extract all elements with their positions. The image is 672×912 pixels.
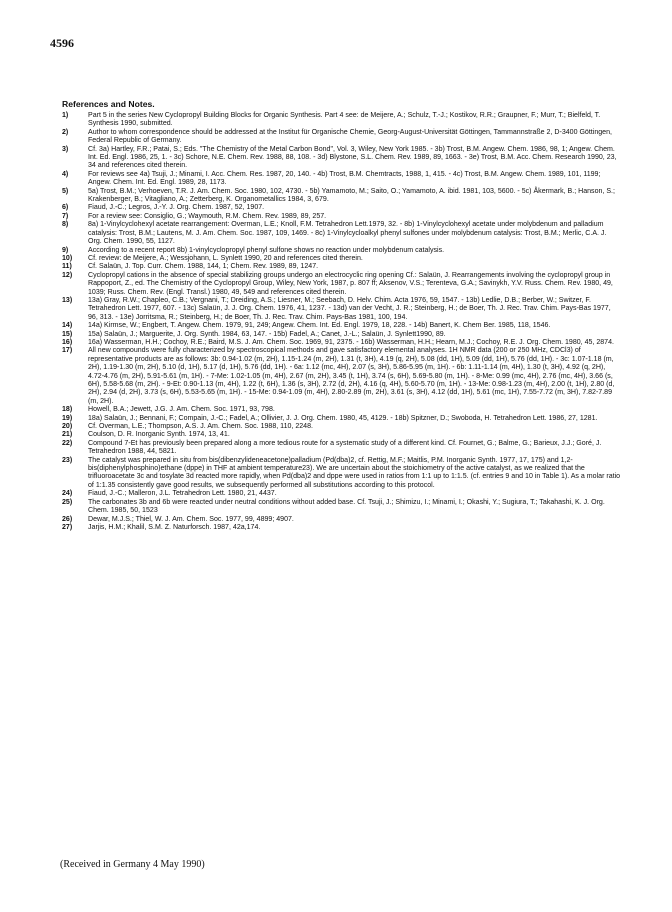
- reference-text: Compound 7-Et has previously been prepared along a more tedious route for a systematic study of a different kind. Cf. Fournet, G.; Balme, G.; Barieux, J.J.; Goré, J. Tetrahedron 1988, 44, 5821.: [88, 439, 602, 456]
- reference-number: 10): [62, 254, 73, 262]
- reference-text: For reviews see 4a) Tsuji, J.; Minami, I. Acc. Chem. Res. 1987, 20, 140. - 4b) Trost, B.M. Chemtracts, 1988, 1, 415. - 4c) Trost, B.M. Angew. Chem. 1989, 101, 1199; Angew. Chem. Int. Ed. Engl. 1989, 28, 1173.: [88, 170, 601, 187]
- reference-number: 7): [62, 212, 69, 220]
- page-number: 4596: [50, 36, 74, 50]
- received-date: (Received in Germany 4 May 1990): [60, 859, 205, 870]
- reference-item: [62, 415, 622, 423]
- reference-item: [62, 406, 622, 414]
- reference-text: Howell, B.A.; Jewett, J.G. J. Am. Chem. Soc. 1971, 93, 798.: [88, 406, 275, 414]
- reference-text: 15a) Salaün, J.; Marguerite, J. Org. Synth. 1984, 63, 147. - 15b) Fadel, A.; Canet, J.-L.; Salaün, J. Synlett1990, 89.: [88, 330, 446, 338]
- reference-number: 5): [62, 187, 69, 195]
- reference-number: 21): [62, 431, 73, 439]
- reference-number: 11): [62, 263, 72, 271]
- reference-item: [62, 247, 622, 255]
- reference-number: 13): [62, 296, 73, 304]
- reference-text: 8a) 1-Vinylcyclohexyl acetate rearrangement: Overman, L.E.; Knoll, F.M. Tetrahedron Lett.1979, 32. - 8b) 1-Vinylcyclohexyl acetate under molybdenum and palladium catalysis: Trost, B.M.; Lautens, M. J. Am. Chem. Soc. 1987, 109, 1469. - 8c) 1-Vinylcycloalkyl phenyl sulfones under molybdenum catalysis: Trost, B.M.; Merlic, C.A. J. Org. Chem. 1990, 55, 1127.: [88, 221, 607, 246]
- reference-item: [62, 339, 622, 347]
- reference-text: Jarjis, H.M.; Khalil, S.M. Z. Naturforsch. 1987, 42a,174.: [88, 523, 261, 531]
- reference-item: [62, 188, 622, 205]
- reference-item: [62, 322, 622, 330]
- reference-item: [62, 490, 622, 498]
- reference-text: The carbonates 3b and 6b were reacted under neutral conditions without added base. Cf. Tsuji, J.; Shimizu, I.; Minami, I.; Okashi, Y.; Sugiura, T.; Takahashi, K. J. Org. Chem. 1985, 50, 1523: [88, 498, 605, 515]
- reference-number: 18): [62, 406, 73, 414]
- reference-number: 17): [62, 347, 73, 355]
- reference-item: [62, 255, 622, 263]
- reference-number: 8): [62, 221, 69, 229]
- reference-number: 25): [62, 498, 73, 506]
- reference-text: All new compounds were fully characterized by spectroscopical methods and gave satisfactory elemental analyses. 1H NMR data (200 or 250 MHz, CDCl3) of representative products are as follows: 3b: 0.94-1.02 (m, 2H), 1.15-1.24 (m, 2H), 1.31 (t, 3H), 4.19 (q, 2H), 5.08 (dd, 1H), 5.09 (dd, 1H), 5.76 (dd, 1H). - 3c: 1.07-1.18 (m, 2H), 1.19-1.30 (m, 2H), 5.10 (d, 1H), 5.17 (d, 1H), 5.76 (dd, 1H). - 6a: 1.12 (mc, 4H), 2.07 (s, 3H), 5.86-5.95 (m, 1H). - 6b: 1.11-1.14 (m, 4H), 1.30 (t, 3H), 4.92 (q, 2H), 4.72-4.76 (m, 2H), 5.91-5.61 (m, 1H). - 7-Me: 1.02-1.05 (m, 4H), 2.67 (m, 2H), 3.45 (t, 1H), 3.74 (s, 6H), 5.69-5.80 (m, 1H). - 8-Me: 0.99 (mc, 4H), 2.76 (mc, 4H), 3.66 (s, 6H), 5.58-5.68 (m, 2H). - 9-Et: 0.90-1.13 (m, 4H), 1.22 (t, 6H), 1.36 (s, 3H), 2.72 (d, 2H), 4.16 (q, 4H), 5.60-5.70 (m, 1H). - 13-Me: 0.98-1.23 (m, 4H), 2.00 (t, 1H), 2.80 (d, 2H), 2.94 (d, 2H), 3.73 (s, 6H), 5.53-5.65 (m, 1H). - 15-Me: 0.94-1.09 (m, 4H), 2.80-2.89 (m, 2H), 3.61 (s, 3H), 4.12 (dd, 1H), 5.61 (mc, 1H), 7.55-7.72 (m, 3H), 7.82-7.89 (m, 2H).: [88, 347, 615, 405]
- reference-number: 14): [62, 322, 73, 330]
- reference-list: [62, 112, 622, 532]
- reference-item: [62, 431, 622, 439]
- reference-text: 5a) Trost, B.M.; Verhoeven, T.R. J. Am. Chem. Soc. 1980, 102, 4730. - 5b) Yamamoto, M.; Saito, O.; Yamamoto, A. ibid. 1981, 103, 5600. - 5c) Åkermark, B.; Hanson, S.; Krakenberger, B.; Vitagliano, A.; Zetterberg, K. Organometallics 1984, 3, 679.: [88, 187, 615, 204]
- reference-text: 13a) Gray, R.W.; Chapleo, C.B.; Vergnani, T.; Dreiding, A.S.; Liesner, M.; Seebach, D. Helv. Chim. Acta 1976, 59, 1547. - 13b) Ledlie, D.B.; Berber, W.; Switzer, F. Tetrahedron Lett. 1977, 607. - 13c) Salaün, J. J. Org. Chem. 1976, 41, 1237. - 13d) van der Vecht, J. R.; Steinberg, H.; de Boer, Th. J. Rec. Trav. Chim. Pays-Bas 1977, 96, 313. - 13e) Jorritsma, R.; Steinberg, H.; de Boer, Th. J. Rec. Trav. Chim. Pays-Bas 1981, 100, 194.: [88, 296, 611, 321]
- reference-text: Cf. Salaün, J. Top. Curr. Chem. 1988, 144, 1; Chem. Rev. 1989, 89, 1247.: [88, 263, 319, 271]
- reference-item: [62, 272, 622, 297]
- reference-item: [62, 297, 622, 322]
- reference-text: Cf. 3a) Hartley, F.R.; Patai, S.; Eds. "The Chemistry of the Metal Carbon Bond", Vol. 3, Wiley, New York 1985. - 3b) Trost, B.M. Angew. Chem. 1986, 98, 1; Angew. Chem. Int. Ed. Engl. 1986, 25, 1. - 3c) Schore, N.E. Chem. Rev. 1988, 88, 108. - 3d) Blystone, S.L. Chem. Rev. 1989, 89, 1663. - 3e) Trost, B.M. Acc. Chem. Research 1990, 23, 34 and references cited therein.: [88, 145, 617, 170]
- reference-item: [62, 112, 622, 129]
- reference-text: 18a) Salaün, J.; Bennani, F.; Compain, J.-C.; Fadel, A.; Ollivier, J. J. Org. Chem. 1980, 45, 4129. - 18b) Spitzner, D.; Swoboda, H. Tetrahedron Lett. 1986, 27, 1281.: [88, 414, 598, 422]
- reference-number: 26): [62, 515, 73, 523]
- reference-number: 24): [62, 490, 73, 498]
- reference-text: Cyclopropyl cations in the absence of special stabilizing groups undergo an electrocyclic ring opening Cf.: Salaün, J. Rearrangements involving the cyclopropyl group in Rappoport, Z., ed. The Chemistry of the Cyclopropyl Group, Wiley, New York, 1987, p. 807 ff; Aksenov, V.S.; Terenteva, G.A.; Savinykh, Y.V. Russ. Chem. Rev. 1980, 49, 1039; Russ. Chem. Rev. (Engl. Transl.) 1980, 49, 549 and references cited therein.: [88, 271, 613, 296]
- reference-item: [62, 499, 622, 516]
- reference-text: Part 5 in the series New Cyclopropyl Building Blocks for Organic Synthesis. Part 4 see: de Meijere, A.; Schulz, T.-J.; Kostikov, R.R.; Graupner, F.; Murr, T.; Bielfeld, T. Synthesis 1990, submitted.: [88, 112, 601, 128]
- reference-text: 14a) Kirmse, W.; Engbert, T. Angew. Chem. 1979, 91, 249; Angew. Chem. Int. Ed. Engl. 1979, 18, 228. - 14b) Banert, K. Chem Ber. 1985, 118, 1546.: [88, 322, 551, 330]
- reference-text: Cf. Overman, L.E.; Thompson, A.S. J. Am. Chem. Soc. 1988, 110, 2248.: [88, 423, 313, 431]
- reference-text: For a review see: Consiglio, G.; Waymouth, R.M. Chem. Rev. 1989, 89, 257.: [88, 212, 327, 220]
- reference-number: 9): [62, 246, 69, 254]
- reference-item: [62, 516, 622, 524]
- reference-number: 4): [62, 170, 69, 178]
- reference-item: [62, 213, 622, 221]
- reference-text: The catalyst was prepared in situ from bis(dibenzylideneacetone)palladium (Pd(dba)2, cf. Rettig, M.F.; Maitlis, P.M. Inorganic Synth. 1977, 17, 175) and 1,2-bis(diphenylphosphino)ethane (dppe) in THF at ambient temperature23). We are uncertain about the stoichiometry of the active catalyst, as we realized that the trifluoroacetate 3c and tosylate 3d reacted more rapidly, when Pd(dba)2 and dppe were used in ratios from 1:1 up to 1:1.5. (cf. entries 9 and 10 in Table 1). As a molar ratio of 1:1.35 consistently gave good results, we subsequently performed all substitutions according to this protocol.: [88, 456, 621, 489]
- reference-item: [62, 347, 622, 406]
- reference-text: According to a recent report 8b) 1-vinylcyclopropyl phenyl sulfone shows no reaction under molybdenum catalysis.: [88, 246, 445, 254]
- reference-item: [62, 331, 622, 339]
- reference-number: 27): [62, 523, 73, 531]
- section-heading: References and Notes.: [62, 99, 155, 109]
- reference-number: 2): [62, 128, 69, 136]
- reference-item: [62, 524, 622, 532]
- reference-text: Coulson, D. R. Inorganic Synth. 1974, 13, 41.: [88, 431, 230, 439]
- reference-number: 12): [62, 271, 73, 279]
- reference-number: 22): [62, 439, 73, 447]
- reference-text: 16a) Wasserman, H.H.; Cochoy, R.E.; Baird, M.S. J. Am. Chem. Soc. 1969, 91, 2375. - 16b) Wasserman, H.H.; Hearn, M.J.; Cochoy, R.E. J. Org. Chem. 1980, 45, 2874.: [88, 338, 614, 346]
- reference-number: 15): [62, 330, 73, 338]
- reference-number: 19): [62, 414, 73, 422]
- reference-item: [62, 263, 622, 271]
- reference-item: [62, 457, 622, 491]
- reference-number: 23): [62, 456, 73, 464]
- reference-text: Cf. review: de Meijere, A.; Wessjohann, L. Synlett 1990, 20 and references cited therein.: [88, 254, 363, 262]
- reference-number: 20): [62, 423, 73, 431]
- reference-text: Fiaud, J.-C.; Legros, J.-Y. J. Org. Chem. 1987, 52, 1907.: [88, 204, 265, 212]
- reference-item: [62, 204, 622, 212]
- reference-number: 3): [62, 145, 69, 153]
- reference-number: 1): [62, 112, 69, 119]
- reference-item: [62, 171, 622, 188]
- reference-item: [62, 440, 622, 457]
- reference-text: Dewar, M.J.S.; Thiel, W. J. Am. Chem. Soc. 1977, 99, 4899; 4907.: [88, 515, 294, 523]
- reference-item: [62, 221, 622, 246]
- reference-item: [62, 146, 622, 171]
- reference-text: Author to whom correspondence should be addressed at the Institut für Organische Chemie, Georg-August-Universität Göttingen, Tammannstraße 2, D-3400 Göttingen, Federal Republic of Germany.: [88, 128, 612, 145]
- reference-text: Fiaud, J.-C.; Malleron, J.L. Tetrahedron Lett. 1980, 21, 4437.: [88, 490, 277, 498]
- reference-number: 6): [62, 204, 69, 212]
- reference-item: [62, 423, 622, 431]
- reference-number: 16): [62, 338, 73, 346]
- reference-item: [62, 129, 622, 146]
